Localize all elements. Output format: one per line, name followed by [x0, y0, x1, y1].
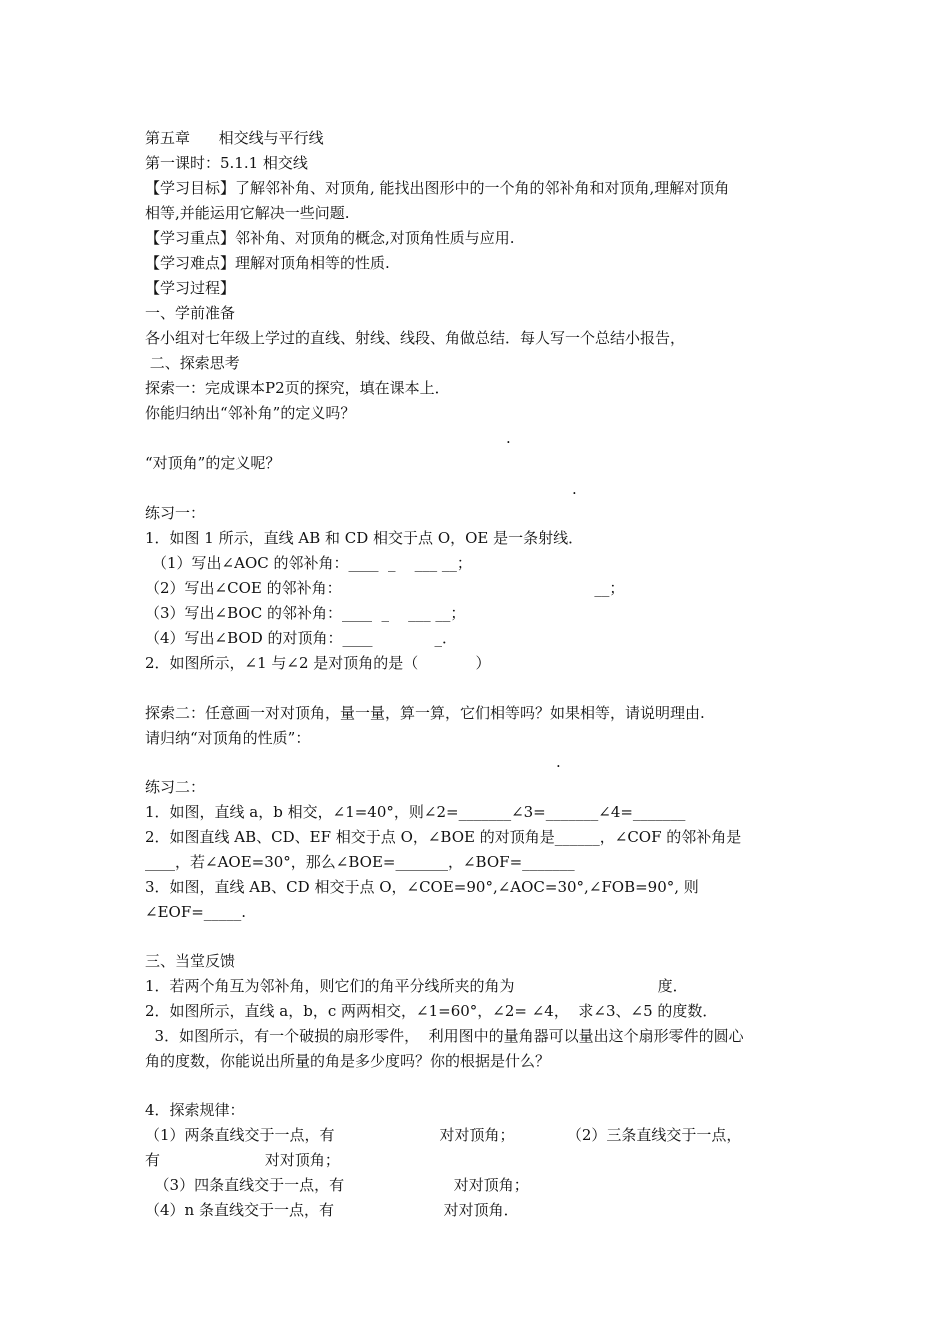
section1-heading: 一、学前准备: [145, 304, 236, 322]
feedback-q2: 2．如图所示，直线 a，b，c 两两相交，∠1=60°，∠2= ∠4， 求∠3、∠5 的度数．: [145, 1002, 718, 1020]
section3-heading: 三、当堂反馈: [145, 952, 236, 970]
feedback-q3-cont: 角的度数，你能说出所量的角是多少度吗？你的根据是什么？: [145, 1052, 551, 1070]
practice1-q1-1: （1）写出∠AOC 的邻补角：____ _ ___ __；: [152, 554, 472, 572]
answer-blank-dot: .: [572, 480, 577, 498]
explore2: 探索二：任意画一对对顶角，量一量，算一算，它们相等吗？如果相等，请说明理由.: [145, 704, 705, 722]
learning-goal-cont: 相等,并能运用它解决一些问题.: [145, 204, 350, 222]
feedback-q4-4: （4）n 条直线交于一点，有 对对顶角．: [145, 1201, 519, 1219]
practice1-q1-2: （2）写出∠COE 的邻补角： __；: [145, 579, 625, 597]
practice1-q1-4: （4）写出∠BOD 的对顶角：____ _．: [145, 629, 457, 647]
practice2-q3-cont: ∠EOF=_____.: [145, 903, 247, 921]
question-vertical-angle: “对顶角”的定义呢？: [145, 454, 281, 472]
feedback-q4-1: （1）两条直线交于一点，有 对对顶角； （2）三条直线交于一点，: [145, 1126, 742, 1144]
feedback-q4-title: 4．探索规律：: [145, 1101, 245, 1119]
answer-blank-dot: .: [556, 753, 561, 771]
feedback-q1: 1．若两个角互为邻补角，则它们的角平分线所夹的角为 度．: [145, 977, 688, 995]
summarize-property: 请归纳“对顶角的性质”：: [145, 729, 311, 747]
chapter-title: 第五章 相交线与平行线: [145, 129, 324, 147]
section2-heading: 二、探索思考: [145, 354, 240, 372]
section1-text: 各小组对七年级上学过的直线、射线、线段、角做总结．每人写一个总结小报告，: [145, 329, 686, 347]
answer-blank-dot: .: [506, 429, 511, 447]
feedback-q4-3: （3）四条直线交于一点，有 对对顶角；: [145, 1176, 529, 1194]
practice2-q3: 3．如图，直线 AB、CD 相交于点 O，∠COE=90°,∠AOC=30°,∠FOB=90°, 则: [145, 878, 699, 896]
practice2-title: 练习二：: [145, 778, 206, 796]
question-adjacent-angle: 你能归纳出“邻补角”的定义吗？: [145, 404, 356, 422]
key-point: 【学习重点】邻补角、对顶角的概念,对顶角性质与应用.: [145, 229, 515, 247]
feedback-q3: 3．如图所示，有一个破损的扇形零件， 利用图中的量角器可以量出这个扇形零件的圆心: [145, 1027, 744, 1045]
practice2-q2-cont: ____，若∠AOE=30°，那么∠BOE=_______，∠BOF=_______: [145, 853, 575, 871]
explore1: 探索一：完成课本P2页的探究，填在课本上．: [145, 379, 450, 397]
learning-goal: 【学习目标】了解邻补角、对顶角, 能找出图形中的一个角的邻补角和对顶角,理解对顶角: [145, 179, 730, 197]
process-heading: 【学习过程】: [145, 279, 236, 297]
practice2-q1: 1．如图，直线 a，b 相交，∠1=40°，则∠2=_______∠3=_______∠4=_______: [145, 803, 686, 821]
lesson-title: 第一课时：5.1.1 相交线: [145, 154, 308, 172]
practice1-q1-3: （3）写出∠BOC 的邻补角：____ _ ___ __；: [145, 604, 466, 622]
difficulty: 【学习难点】理解对顶角相等的性质.: [145, 254, 390, 272]
practice1-title: 练习一：: [145, 504, 206, 522]
practice1-q1: 1．如图 1 所示，直线 AB 和 CD 相交于点 O，OE 是一条射线．: [145, 529, 584, 547]
practice1-q2: 2．如图所示，∠1 与∠2 是对顶角的是（ ）: [145, 654, 491, 672]
practice2-q2: 2．如图直线 AB、CD、EF 相交于点 O，∠BOE 的对顶角是______，∠COF 的邻补角是: [145, 828, 742, 846]
feedback-q4-1-cont: 有 对对顶角；: [145, 1151, 340, 1169]
